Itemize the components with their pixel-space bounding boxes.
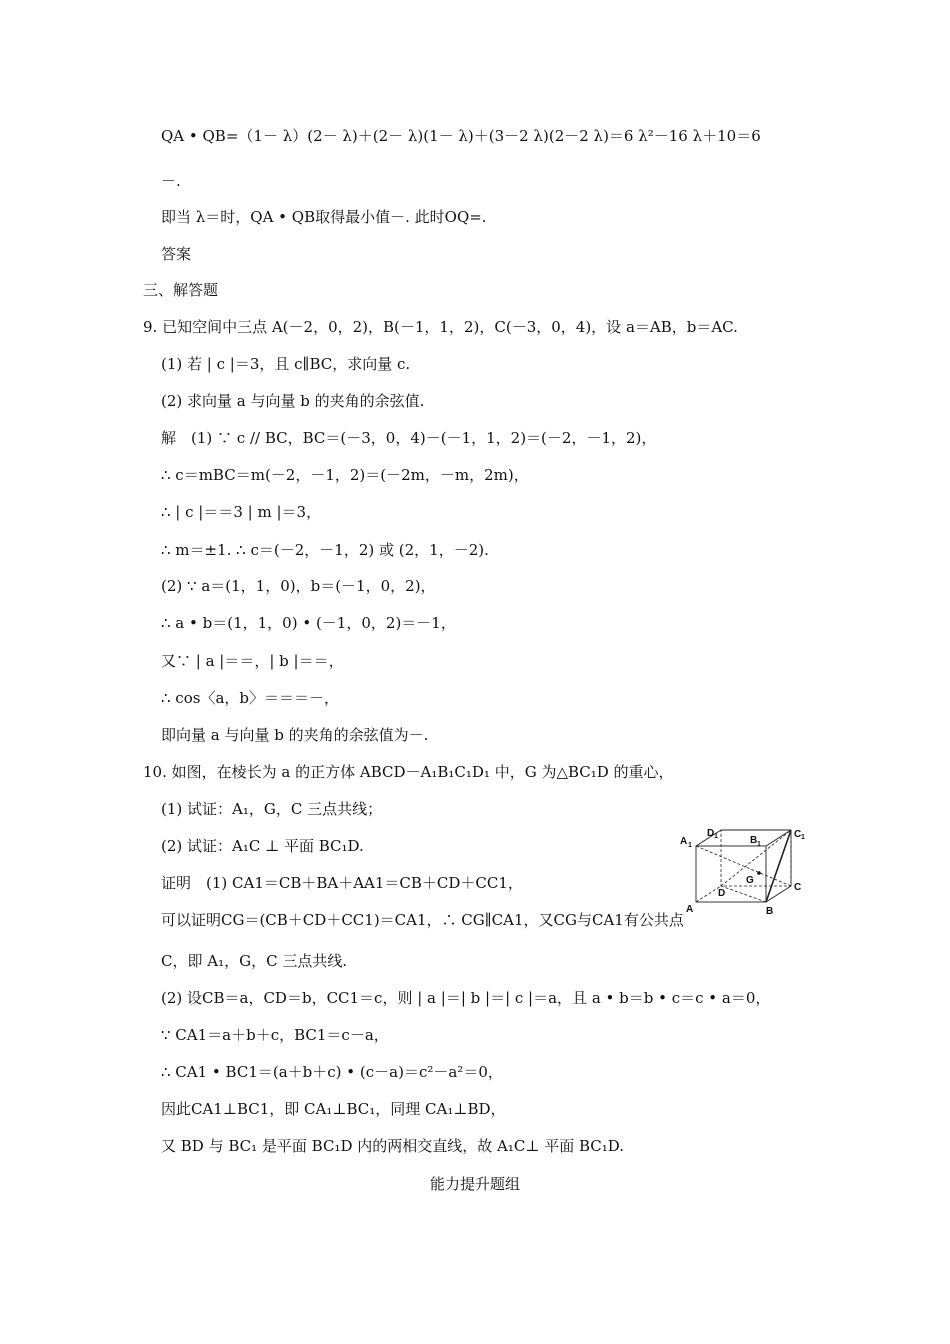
problem-10: 10. 如图，在棱长为 a 的正方体 ABCD－A₁B₁C₁D₁ 中，G 为△BC₁D 的重心， [143,763,674,781]
label-c1-sub: 1 [801,834,805,841]
label-c1: C [794,829,802,840]
line-11: ∴ | c |＝＝3 | m |＝3， [161,503,322,521]
line-1: QA • QB=（1－ λ）(2－ λ)＋(2－ λ)(1－ λ)＋(3－2 λ)(2－2 λ)＝6 λ²－16 λ＋10＝6 [161,127,761,145]
line-26: ∴ CA1 • BC1＝(a＋b＋c) • (c－a)＝c²－a²＝0， [161,1063,503,1081]
section-heading: 三、解答题 [143,281,219,299]
label-d1: D [707,828,715,839]
line-19: (1) 试证：A₁，G，C 三点共线； [161,800,383,818]
section-footer: 能力提升题组 [429,1175,520,1193]
line-14: ∴ a • b＝(1，1，0) • (－1，0，2)＝－1， [161,614,456,632]
line-16: ∴ cos〈a，b〉＝＝＝－， [161,689,339,707]
label-b1-sub: 1 [757,841,761,848]
line-21: 证明 (1) CA1＝CB＋BA＋AA1＝CB＋CD＋CC1， [161,874,523,892]
label-a1-sub: 1 [688,842,692,849]
line-20: (2) 试证：A₁C ⊥ 平面 BC₁D. [161,837,364,855]
label-b: B [766,906,774,916]
line-22: 可以证明CG＝(CB＋CD＋CC1)＝CA1，∴ CG∥CA1，又CG与CA1有公共点 [161,911,684,929]
line-25: ∵ CA1＝a＋b＋c，BC1＝c－a， [161,1026,389,1044]
line-4: 答案 [161,245,192,263]
label-a1: A [680,836,688,847]
line-12: ∴ m＝±1. ∴ c＝(－2，－1，2) 或 (2，1，－2). [161,541,489,559]
line-17: 即向量 a 与向量 b 的夹角的余弦值为－. [161,726,429,744]
line-13: (2) ∵ a＝(1，1，0)，b＝(－1，0，2)， [161,577,436,595]
label-b1: B [750,835,758,846]
label-d: D [718,888,726,899]
line-7: (1) 若 | c |＝3，且 c∥BC，求向量 c. [161,355,411,373]
line-24: (2) 设CB＝a，CD＝b，CC1＝c，则 | a |＝| b |＝| c |＝a，且 a • b＝b • c＝c • a＝0， [161,989,771,1007]
line-10: ∴ c＝mBC＝m(－2，－1，2)＝(－2m，－m，2m)， [161,466,529,484]
label-c: C [794,882,802,893]
label-g: G [746,875,754,886]
line-27: 因此CA1⊥BC1，即 CA₁⊥BC₁，同理 CA₁⊥BD， [161,1100,506,1118]
label-d1-sub: 1 [714,833,718,840]
line-3: 即当 λ＝时，QA • QB取得最小值－. 此时OQ=. [161,208,487,226]
line-9: 解 (1) ∵ c // BC，BC＝(－3，0，4)－(－1，1，2)＝(－2，－1，2)， [161,429,657,447]
label-a: A [686,904,694,915]
line-23: C，即 A₁，G，C 三点共线. [161,952,348,970]
line-2: －. [161,172,181,190]
line-8: (2) 求向量 a 与向量 b 的夹角的余弦值. [161,392,425,410]
line-28: 又 BD 与 BC₁ 是平面 BC₁D 内的两相交直线，故 A₁C⊥ 平面 BC₁D. [161,1137,625,1155]
cube-figure [676,828,816,916]
line-15: 又∵ | a |＝＝，| b |＝＝， [161,652,344,670]
problem-9: 9. 已知空间中三点 A(－2，0，2)，B(－1，1，2)，C(－3，0，4)，设 a＝AB，b＝AC. [143,318,738,336]
